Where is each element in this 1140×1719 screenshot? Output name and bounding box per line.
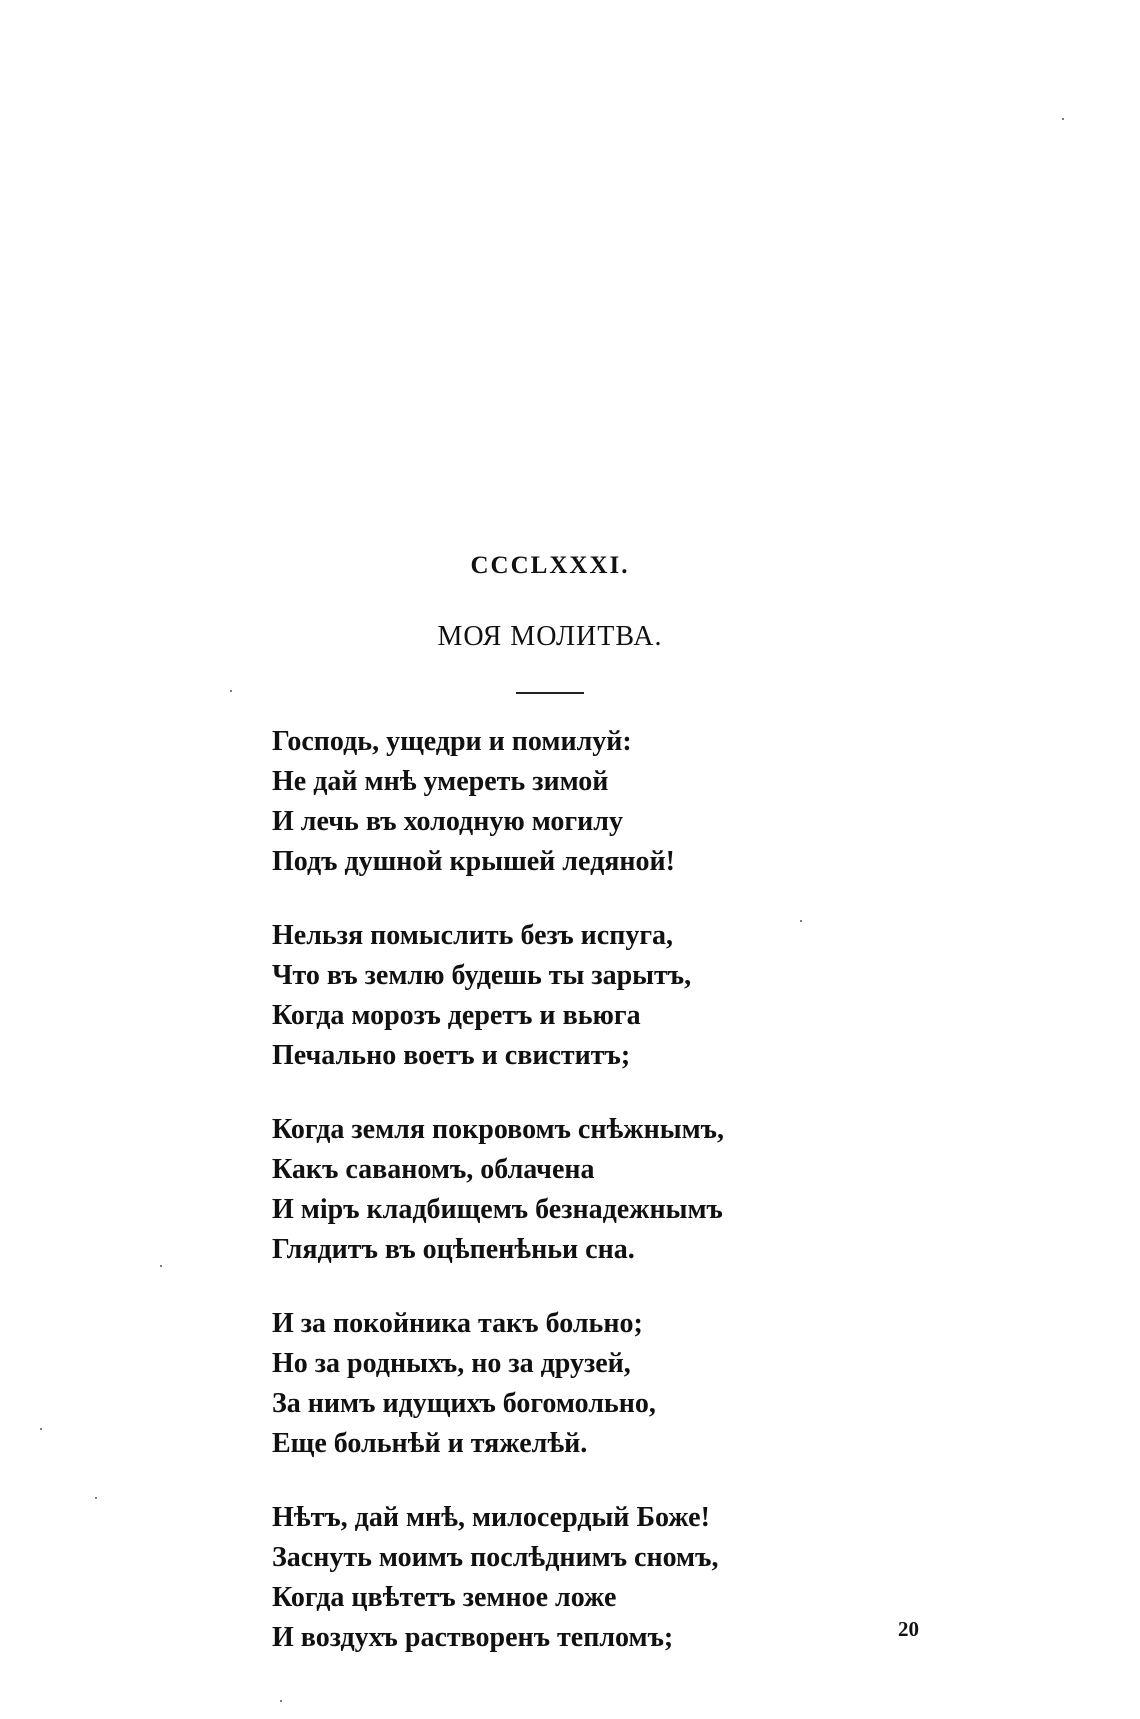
poem-line: Еще больнѣй и тяжелѣй. bbox=[272, 1428, 588, 1459]
poem-line: Подъ душной крышей ледяной! bbox=[272, 846, 675, 877]
poem-line: И воздухъ растворенъ тепломъ; bbox=[272, 1622, 674, 1653]
scan-speck bbox=[230, 690, 232, 692]
poem-title: МОЯ МОЛИТВА. bbox=[437, 621, 663, 652]
poem-line: Господь, ущедри и помилуй: bbox=[272, 726, 632, 757]
scan-speck bbox=[160, 1265, 162, 1267]
poem-line: Нельзя помыслить безъ испуга, bbox=[272, 920, 674, 951]
section-number: CCCLXXXI. bbox=[470, 552, 630, 579]
stanza-3 bbox=[272, 1110, 832, 1270]
poem-line: Печально воетъ и свиститъ; bbox=[272, 1040, 631, 1071]
title-divider bbox=[516, 692, 584, 694]
scan-speck bbox=[95, 1497, 97, 1499]
poem-line: Когда земля покровомъ снѣжнымъ, bbox=[272, 1114, 724, 1145]
stanza-2 bbox=[272, 916, 832, 1076]
poem-line: Какъ саваномъ, облачена bbox=[272, 1154, 595, 1185]
scan-speck bbox=[40, 1428, 42, 1430]
stanza-1 bbox=[272, 722, 832, 882]
poem-line: Не дай мнѣ умереть зимой bbox=[272, 766, 609, 797]
poem-line: Когда морозъ деретъ и вьюга bbox=[272, 1000, 641, 1031]
page-number: 20 bbox=[898, 1617, 919, 1641]
poem-body bbox=[272, 722, 832, 1692]
stanza-5 bbox=[272, 1498, 832, 1658]
scan-speck bbox=[1062, 118, 1064, 120]
stanza-4 bbox=[272, 1304, 832, 1464]
scan-speck bbox=[800, 920, 802, 922]
poem-line: Глядитъ въ оцѣпенѣньи сна. bbox=[272, 1234, 635, 1265]
scan-speck bbox=[280, 1700, 282, 1702]
poem-line: И міръ кладбищемъ безнадежнымъ bbox=[272, 1194, 723, 1225]
poem-line: Что въ землю будешь ты зарытъ, bbox=[272, 960, 692, 991]
poem-line: Когда цвѣтетъ земное ложе bbox=[272, 1582, 617, 1613]
poem-line: Нѣтъ, дай мнѣ, милосердый Боже! bbox=[272, 1502, 710, 1533]
poem-line: И лечь въ холодную могилу bbox=[272, 806, 623, 837]
poem-line: За нимъ идущихъ богомольно, bbox=[272, 1388, 656, 1419]
poem-line: И за покойника такъ больно; bbox=[272, 1308, 643, 1339]
poem-line: Но за родныхъ, но за друзей, bbox=[272, 1348, 631, 1379]
poem-line: Заснуть моимъ послѣднимъ сномъ, bbox=[272, 1542, 719, 1573]
